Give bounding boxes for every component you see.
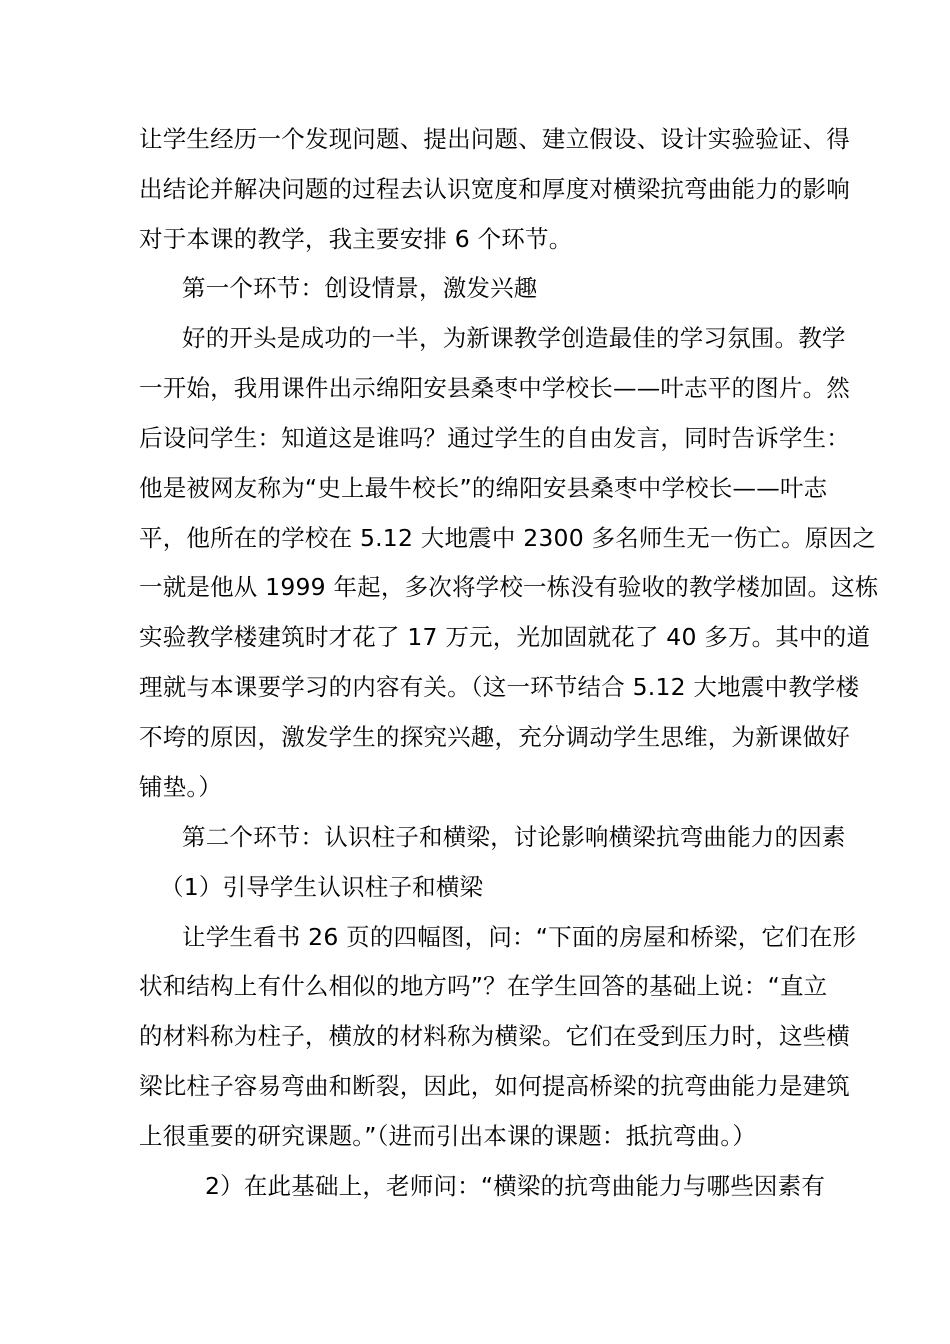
text-line: 实验教学楼建筑时才花了 17 万元，光加固就花了 40 多万。其中的道	[139, 623, 871, 651]
text-line: 理就与本课要学习的内容有关。（这一环节结合 5.12 大地震中教学楼	[139, 673, 860, 701]
text-line: 好的开头是成功的一半，为新课教学创造最佳的学习氛围。教学	[182, 324, 846, 352]
text-line: 后设问学生：知道这是谁吗？通过学生的自由发言，同时告诉学生：	[139, 424, 850, 452]
text-line: 上很重要的研究课题。”（进而引出本课的课题：抵抗弯曲。）	[139, 1122, 757, 1150]
text-line: 的材料称为柱子，横放的材料称为横梁。它们在受到压力时，这些横	[139, 1022, 850, 1050]
text-line: 状和结构上有什么相似的地方吗”？在学生回答的基础上说：“直立	[139, 972, 828, 1000]
text-line: 让学生看书 26 页的四幅图，问：“下面的房屋和桥梁，它们在形	[182, 923, 857, 951]
section-heading: 第二个环节：认识柱子和横梁，讨论影响横梁抗弯曲能力的因素	[182, 823, 846, 851]
text-line: 铺垫。）	[139, 773, 223, 801]
text-line: 梁比柱子容易弯曲和断裂，因此，如何提高桥梁的抗弯曲能力是建筑	[139, 1072, 850, 1100]
text-line: 一开始，我用课件出示绵阳安县桑枣中学校长——叶志平的图片。然	[139, 374, 850, 402]
text-line: 让学生经历一个发现问题、提出问题、建立假设、设计实验验证、得	[139, 125, 850, 153]
sub-heading: （1）引导学生认识柱子和横梁	[160, 873, 484, 901]
text-line: 平，他所在的学校在 5.12 大地震中 2300 多名师生无一伤亡。原因之	[139, 524, 876, 552]
text-line: 他是被网友称为“史上最牛校长”的绵阳安县桑枣中学校长——叶志	[139, 474, 828, 502]
text-line: 出结论并解决问题的过程去认识宽度和厚度对横梁抗弯曲能力的影响	[139, 175, 850, 203]
text-line: 一就是他从 1999 年起，多次将学校一栋没有验收的教学楼加固。这栋	[139, 573, 879, 601]
text-line: 2）在此基础上，老师问：“横梁的抗弯曲能力与哪些因素有	[205, 1172, 826, 1200]
section-heading: 第一个环节：创设情景，激发兴趣	[182, 274, 538, 302]
text-line: 不垮的原因，激发学生的探究兴趣，充分调动学生思维，为新课做好	[139, 723, 850, 751]
text-line: 对于本课的教学，我主要安排 6 个环节。	[139, 225, 573, 253]
